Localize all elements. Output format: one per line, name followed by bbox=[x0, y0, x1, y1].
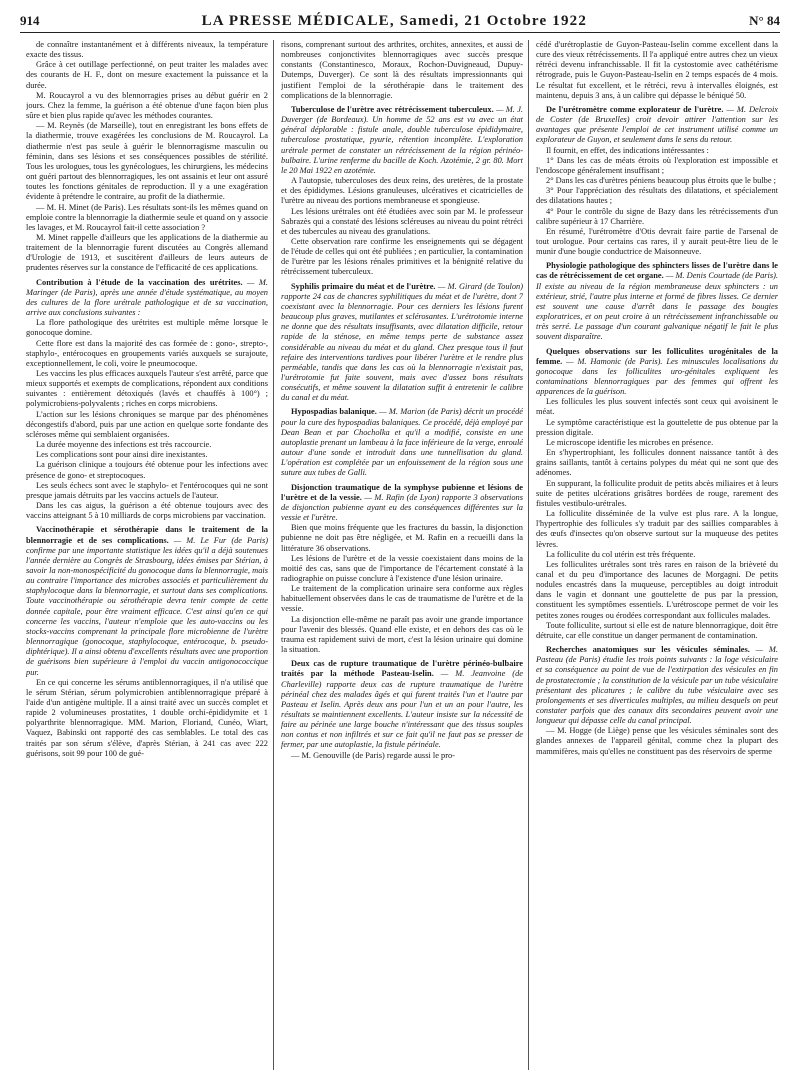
paragraph: Les lésions de l'urètre et de la vessie coexistaient dans moins de la moitié des cas, sans que de l'importance de l'écartement constaté à la radiographie on puisse conclure à l'existence d'une lésion urinaire. bbox=[281, 553, 523, 583]
paragraph: Les vaccins les plus efficaces auxquels l'auteur s'est arrêté, parce que mieux supportés et exempts de complications, répondent aux conditions suivantes : entièrement détoxiqués (lavés et chauffés à 100°) ; polymicrobiens-polyvalents ; riches en corps microbiens. bbox=[26, 369, 268, 409]
section-heading bbox=[26, 525, 268, 677]
paragraph: 3° Pour l'appréciation des résultats des dilatations, et spécialement des dilatations hautes ; bbox=[536, 186, 778, 206]
section-body: — M. Le Fur (de Paris) confirme par une importante statistique les idées qu'il a déjà soutenues l'année dernière au Congrès de Strasbourg, idées émises par Stérian, à savoir la non-monospécificité du gonocoque dans la blennorragie, mais au contraire l'importance des microbes associés et particulièrement du staphylocoque dans la blennorragie, et surtout dans ses complications. Toute vaccinothérapie ou sérothérapie devra tenir compte de cette donnée capitale, pour être vraiment efficace. C'est ainsi qu'en ce qui concerne les vaccins, l'auteur n'emploie que les auto-vaccins ou les stocks-vaccins comprenant la principale flore microbienne de l'urètre blennorragique (gonocoque, staphylocoque, entérocoque, b. pseudo-diphtérique). Il a ainsi obtenu d'excellents résultats avec une proportion de guérisons bien supérieure à l'emploi du vaccin antigonococcique pur. bbox=[26, 535, 268, 677]
paragraph: Les complications sont pour ainsi dire inexistantes. bbox=[36, 450, 208, 460]
section-body: — M. Rafin (de Lyon) rapporte 3 observations de disjonction pubienne ayant eu des conséquences différentes sur la vessie et l'urètre. bbox=[281, 492, 523, 523]
paragraph: Bien que moins fréquente que les fractures du bassin, la disjonction pubienne ne doit pas être négligée, et M. Rafin en a recueilli dans la littérature 36 observations. bbox=[281, 523, 523, 553]
paragraph: 2° Dans les cas d'urètres péniens beaucoup plus étroits que le bulbe ; bbox=[546, 176, 776, 186]
paragraph: Le microscope identifie les microbes en présence. bbox=[546, 437, 714, 447]
section-body: — M. Jeanvoine (de Charleville) rapporte deux cas de rupture traumatique de l'urètre périnéal chez des malades âgés et qui furent traités l'un et l'autre par Pasteau et Iselin. Après deux ans pour l'un et un an pour l'autre, les résultats se maintiennent excellents. L'auteur insiste sur la nécessité de faire au périnée une large bouche n'intéressant que des tissus souples non contus et non infiltrés et sur ce fait qu'il ne faut pas se presser de fermer, par une autoplastie, la fistule périnéale. bbox=[281, 669, 523, 750]
section-body: — M. Marion (de Paris) décrit un procédé pour la cure des hypospadias balaniques. Ce procédé, déjà employé par Dean Bean et par Chocholka et qu'il a modifié, consiste en une autoplastie prenant un lambeau à la face inférieure de la verge, enroulé autour d'une sonde et introduit dans une tunnellisation du gland. L'opération est complétée par un enfouissement de la région sous une suture aux tubes de Galli. bbox=[281, 407, 523, 478]
section-body: — M. Delcroix de Coster (de Bruxelles) croit devoir attirer l'attention sur les avantages que présente l'emploi de cet instrument utilisé comme un explorateur de Guyon, et seulement dans le sens du retour. bbox=[536, 104, 778, 145]
paragraph: La folliculite du col utérin est très fréquente. bbox=[546, 549, 696, 559]
paragraph: Le symptôme caractéristique est la gouttelette de pus obtenue par la pression digitale. bbox=[536, 417, 778, 437]
paragraph: — M. H. Minet (de Paris). Les résultats sont-ils les mêmes quand on emploie contre la blennorragie la diathermie seule et quand on y associe les lavages, et M. Roucayrol fait-il cette association ? bbox=[26, 202, 268, 232]
paragraph: En ce qui concerne les sérums antiblennorragiques, il n'a utilisé que le sérum Stérian, sérum polymicrobien antiblennorragique préparé à l'aide d'un antigène multiple. Il a ainsi traité avec un succès complet et rapide 2 volumineuses prostatites, 1 double orchi-épididymite et 1 polyarthrite blennorragique. MM. Marion, Floriand, Cunéo, Wiart, Vaquez, Babinski ont rapporté des cas semblables. Le total des cas traités par son sérum s'élève, d'après Stérian, à 241 cas avec 222 guérisons, soit 99 pour 100 de gué- bbox=[26, 677, 268, 758]
paragraph: — M. Hogge (de Liège) pense que les vésicules séminales sont des glandes annexes de l'appareil génital, comme chez la plupart des mammifères, mais qu'elles ne constituent pas des réservoirs de sperme bbox=[536, 726, 778, 756]
paragraph: En résumé, l'urétromètre d'Otis devrait faire partie de l'arsenal de tout urologue. Pour certains cas rares, il y aurait peut-être lieu de le munir d'une bougie conductrice de Maisonneuve. bbox=[536, 226, 778, 257]
paragraph: 4° Pour le contrôle du signe de Bazy dans les rétrécissements d'un calibre supérieur à 17 Charrière. bbox=[536, 206, 778, 226]
section-title: Disjonction traumatique de la symphyse pubienne et lésions de l'urètre et de la vessie. bbox=[281, 482, 523, 502]
page-number: 914 bbox=[20, 13, 40, 28]
section-title: Physiologie pathologique des sphincters lisses de l'urètre dans le cas de rétrécissement de cet organe. bbox=[536, 261, 778, 281]
issue-number: N° 84 bbox=[749, 13, 780, 28]
section-title: Tuberculose de l'urètre avec rétrécissement tuberculeux. bbox=[291, 104, 494, 114]
paragraph: Les seuls échecs sont avec le staphylo- et l'entérocoques qui ne sont presque jamais détruits par les vaccins actuels de l'auteur. bbox=[26, 480, 268, 500]
journal-title: LA PRESSE MÉDICALE, Samedi, 21 Octobre 1922 bbox=[201, 12, 588, 29]
paragraph: La disjonction elle-même ne paraît pas avoir une grande importance pour l'avenir des blessés. Quand elle existe, et en dehors des cas où le trauma est rapidement suivi de mort, c'est la lésion urinaire qui domine la situation. bbox=[281, 614, 523, 655]
paragraph: risons, comprenant surtout des arthrites, orchites, annexites, et aussi de nombreuses conjonctivites blennorragiques avec succès presque constants (Constantinesco, Moraux, Rochon-Duvigneaud, Dupuy-Dutemps, Duverger). Ce sont là des résultats impressionnants qui justifient l'emploi de la sérothérapie dans le traitement des complications de la blennorragie. bbox=[281, 40, 523, 100]
section-heading bbox=[281, 407, 523, 478]
paragraph: L'action sur les lésions chroniques se marque par des phénomènes décongestifs d'abord, puis par une action en quelque sorte fondante des scléroses même qui semblaient organisées. bbox=[26, 409, 268, 439]
section-body: — M. Hamonic (de Paris). Les minuscules localisations du gonocoque dans les folliculites uro-génitales expliquent les contaminations blennorragiques par des femmes qui offrent les apparences de la guérison. bbox=[536, 356, 778, 397]
section-heading bbox=[281, 105, 523, 176]
section-title: Recherches anatomiques sur les vésicules séminales. bbox=[546, 645, 750, 655]
section-title: Hypospadias balanique. bbox=[291, 407, 377, 417]
section-heading bbox=[536, 261, 778, 342]
paragraph: Grâce à cet outillage perfectionné, on peut traiter les malades avec des courants de H. F., dont on mesure exactement la puissance et la durée. bbox=[26, 60, 268, 90]
paragraph: M. Roucayrol a vu des blennorragies prises au début guérir en 2 jours. Chez la femme, la guérison a été obtenue d'une façon bien plus sûre et bien plus rapide qu'avec les méthodes courantes. bbox=[26, 90, 268, 121]
section-title: Deux cas de rupture traumatique de l'urètre périnéo-bulbaire traités par la méthode Pasteau-Iselin. bbox=[281, 659, 523, 679]
section-title: Quelques observations sur les folliculites urogénitales de la femme. bbox=[536, 346, 778, 366]
paragraph: — M. Reynès (de Marseille), tout en enregistrant les bons effets de la diathermie, trouve exagérées les conclusions de M. Roucayrol. La diathermie n'est pas seule à guérir le blennorragisme masculin ou féminin, dans ses lésions et ses conséquences possibles de stérilité. Tous les urologues, tous les gynécologues, les chirurgiens, les médecins ont guéri partout des blennorragiques, les ont assainis et leur ont assuré toutes les fonctions génitales de reproduction. Il y a une exagération évidente à prétendre le contraire, au profit de la diathermie. bbox=[26, 121, 268, 202]
paragraph: En s'hypertrophiant, les follicules donnent naissance tantôt à des grains saillants, tantôt à certains polypes du méat qui ne sont que des adénomes. bbox=[536, 448, 778, 478]
paragraph: — M. Genouville (de Paris) regarde aussi le pro- bbox=[291, 750, 455, 760]
section-body: — M. J. Duverger (de Bordeaux). Un homme de 52 ans est vu avec un état général déplorable : fistule anale, double tuberculose épididymaire, tuberculose prostatique, pyurie, rétention incomplète. L'exploration urétrale permet de constater un rétrécissement de la région périnéo-bulbaire. L'urine renferme du bacille de Koch. Azotémie, 2 gr. 80. Mort le 20 Mai 1922 en azotémie. bbox=[281, 104, 523, 175]
columns bbox=[26, 40, 778, 1070]
section-body: — M. Maringer (de Paris), après une année d'étude systématique, au moyen des cultures de la flore urétrale pathologique et de sa vaccination, arrive aux conclusions suivantes : bbox=[26, 277, 268, 318]
paragraph: Les folliculites urétrales sont très rares en raison de la brièveté du canal et du peu d'importance des lacunes de Morgagni. De petits nodules encastrés dans la muqueuse, perceptibles au doigt introduit dans le vagin et donnant une gouttelette de pus par la pression, constituent les symptômes essentiels. L'urétroscope permet de voir les petites zones rouges ou érodées correspondant aux follicules malades. bbox=[536, 559, 778, 620]
paragraph: cédé d'urétroplastie de Guyon-Pasteau-Iselin comme excellent dans la cure des vieux rétrécissements. Il l'a appliqué entre autres chez un vieux rétréci devenu infranchissable. Il fit la cystostomie avec cathétérisme rétrograde, puis le Guyon-Pasteau-Iselin en 2 temps espacés de 4 mois. Le résultat fut excellent, et le rétréci, revu à intervalles éloignés, est maintenu, depuis 3 ans, à un calibre qui dépasse le béniqué 50. bbox=[536, 40, 778, 100]
paragraph: A l'autopsie, tuberculoses des deux reins, des uretères, de la prostate et des épididymes. Lésions granuleuses, ulcératives et cicatricielles de l'urètre au niveau des portions membraneuse et spongieuse. bbox=[281, 176, 523, 206]
section-title: Contribution à l'étude de la vaccination des urétrites. bbox=[36, 277, 243, 287]
paragraph: Les lésions urétrales ont été étudiées avec soin par M. le professeur Sabrazès qui a constaté des lésions scléreuses au niveau du point rétréci et des tubercules au niveau des granulations. bbox=[281, 206, 523, 236]
section-heading bbox=[281, 282, 523, 404]
paragraph: Les follicules les plus souvent infectés sont ceux qui avoisinent le méat. bbox=[536, 397, 778, 417]
paragraph: Il fournit, en effet, des indications intéressantes : bbox=[546, 145, 709, 155]
section-heading bbox=[26, 278, 268, 319]
paragraph: Le traitement de la complication urinaire sera conforme aux règles habituellement observées dans le cas de traumatisme de l'urètre et de la vessie. bbox=[281, 584, 523, 614]
paragraph: La folliculite disséminée de la vulve est plus rare. A la longue, l'hypertrophie des follicules s'y traduit par des saillies comparables à des œufs d'insectes qu'on observe surtout sur la muqueuse des petites lèvres. bbox=[536, 509, 778, 549]
paragraph: La flore pathologique des urétrites est multiple même lorsque le gonocoque domine. bbox=[26, 318, 268, 338]
paragraph: Cette observation rare confirme les enseignements qui se dégagent de l'étude de celles qui ont été publiées ; en particulier, la contamination de l'urètre par les lésions rénales primitives et la bénignité relative du rétrécissement tuberculeux. bbox=[281, 236, 523, 277]
paragraph: 1° Dans les cas de méats étroits où l'exploration est impossible et l'endoscope généralement insuffisant ; bbox=[536, 155, 778, 175]
paragraph: La durée moyenne des infections est très raccourcie. bbox=[36, 440, 212, 450]
section-heading bbox=[536, 105, 778, 146]
section-title: Vaccinothérapie et sérothérapie dans le traitement de la blennorragie et de ses complications. bbox=[26, 525, 268, 545]
paragraph: Dans les cas aigus, la guérison a été obtenue toujours avec des vaccins atteignant 5 à 10 milliards de corps microbiens par vaccination. bbox=[26, 501, 268, 521]
column-1 bbox=[26, 40, 268, 1070]
section-title: De l'urétromètre comme explorateur de l'urètre. bbox=[546, 104, 724, 114]
paragraph: La guérison clinique a toujours été obtenue pour les infections avec présence de gono- et streptocoques. bbox=[26, 460, 268, 480]
section-body: — M. Pasteau (de Paris) étudie les trois points suivants : la loge vésiculaire et sa conséquence au point de vue de l'extirpation des vésicules en fin de prostatectomie ; la constitution de la vésicule par un tube vésiculaire présentant des plicatures ; le calibre du tube vésiculaire avec ses prolongements et ses diverticules multiples, au milieu desquels on peut constater parfois que des canaux dits secondaires peuvent avoir une longueur qui dépasse celle du canal principal. bbox=[536, 645, 778, 726]
section-title: Syphilis primaire du méat et de l'urètre. bbox=[291, 281, 436, 291]
page-header bbox=[20, 10, 780, 33]
section-heading bbox=[536, 347, 778, 398]
paragraph: En suppurant, la folliculite produit de petits abcès miliaires et à leurs suite de petites ulcérations grisâtres bordées de rouge, rarement des fistules vestibulo-urétrales. bbox=[536, 478, 778, 508]
section-heading bbox=[536, 645, 778, 726]
paragraph: M. Minet rappelle d'ailleurs que les applications de la diathermie au traitement de la blennorragie furent discutées au Congrès allemand d'Urologie de 1913, et suscitèrent d'ailleurs de leurs auteurs de prudentes réserves sur la constance de l'efficacité de ces applications. bbox=[26, 232, 268, 273]
paragraph: de connaître instantanément et à différents niveaux, la température exacte des tissus. bbox=[26, 40, 268, 60]
section-heading bbox=[281, 483, 523, 524]
section-body: — M. Girard (de Toulon) rapporte 24 cas de chancres syphilitiques du méat et de l'urètre, dont 7 coexistant avec la blennorragie. Pour ces derniers les lésions furent beaucoup plus graves, mutilantes et sclérosantes. L'urétrotomie interne ne donne que des résultats insuffisants, avec dilatation difficile, retour rapide de la sténose, en même temps perte de substance assez considérable au niveau du méat et du gland. Chez presque tous il faut refaire des interventions tardives pour libérer l'urètre et le rendre plus perméable, tandis que dans les cas où la blennorragie n'existait pas, l'urétrotomie fut faite souvent, mais avec d'assez bons résultats consécutifs, et même souvent la dilatation suffit à entretenir le calibre du canal et du méat. bbox=[281, 281, 523, 403]
column-2 bbox=[281, 40, 523, 1070]
section-heading bbox=[281, 659, 523, 750]
paragraph: Cette flore est dans la majorité des cas formée de : gono-, strepto-, staphylo-, entérocoques en groupements variés auxquels se surajoute, exceptionnellement, le coli, voire le pneumocoque. bbox=[26, 338, 268, 368]
paragraph: Toute folliculite, surtout si elle est de nature blennorragique, doit être détruite, car elle constitue un danger permanent de contamination. bbox=[536, 620, 778, 640]
section-body: — M. Denis Courtade (de Paris). Il existe au niveau de la région membraneuse deux sphincters : un extérieur, strié, l'autre plus interne et formé de fibres lisses. Ce dernier est souvent une cause d'arrêt dans le passage des bougies exploratrices, et on peut croire à un rétrécissement infranchissable ou très serré. Le passage d'un courant galvanique négatif le fait le plus souvent disparaître. bbox=[536, 271, 778, 342]
column-3 bbox=[536, 40, 778, 1070]
